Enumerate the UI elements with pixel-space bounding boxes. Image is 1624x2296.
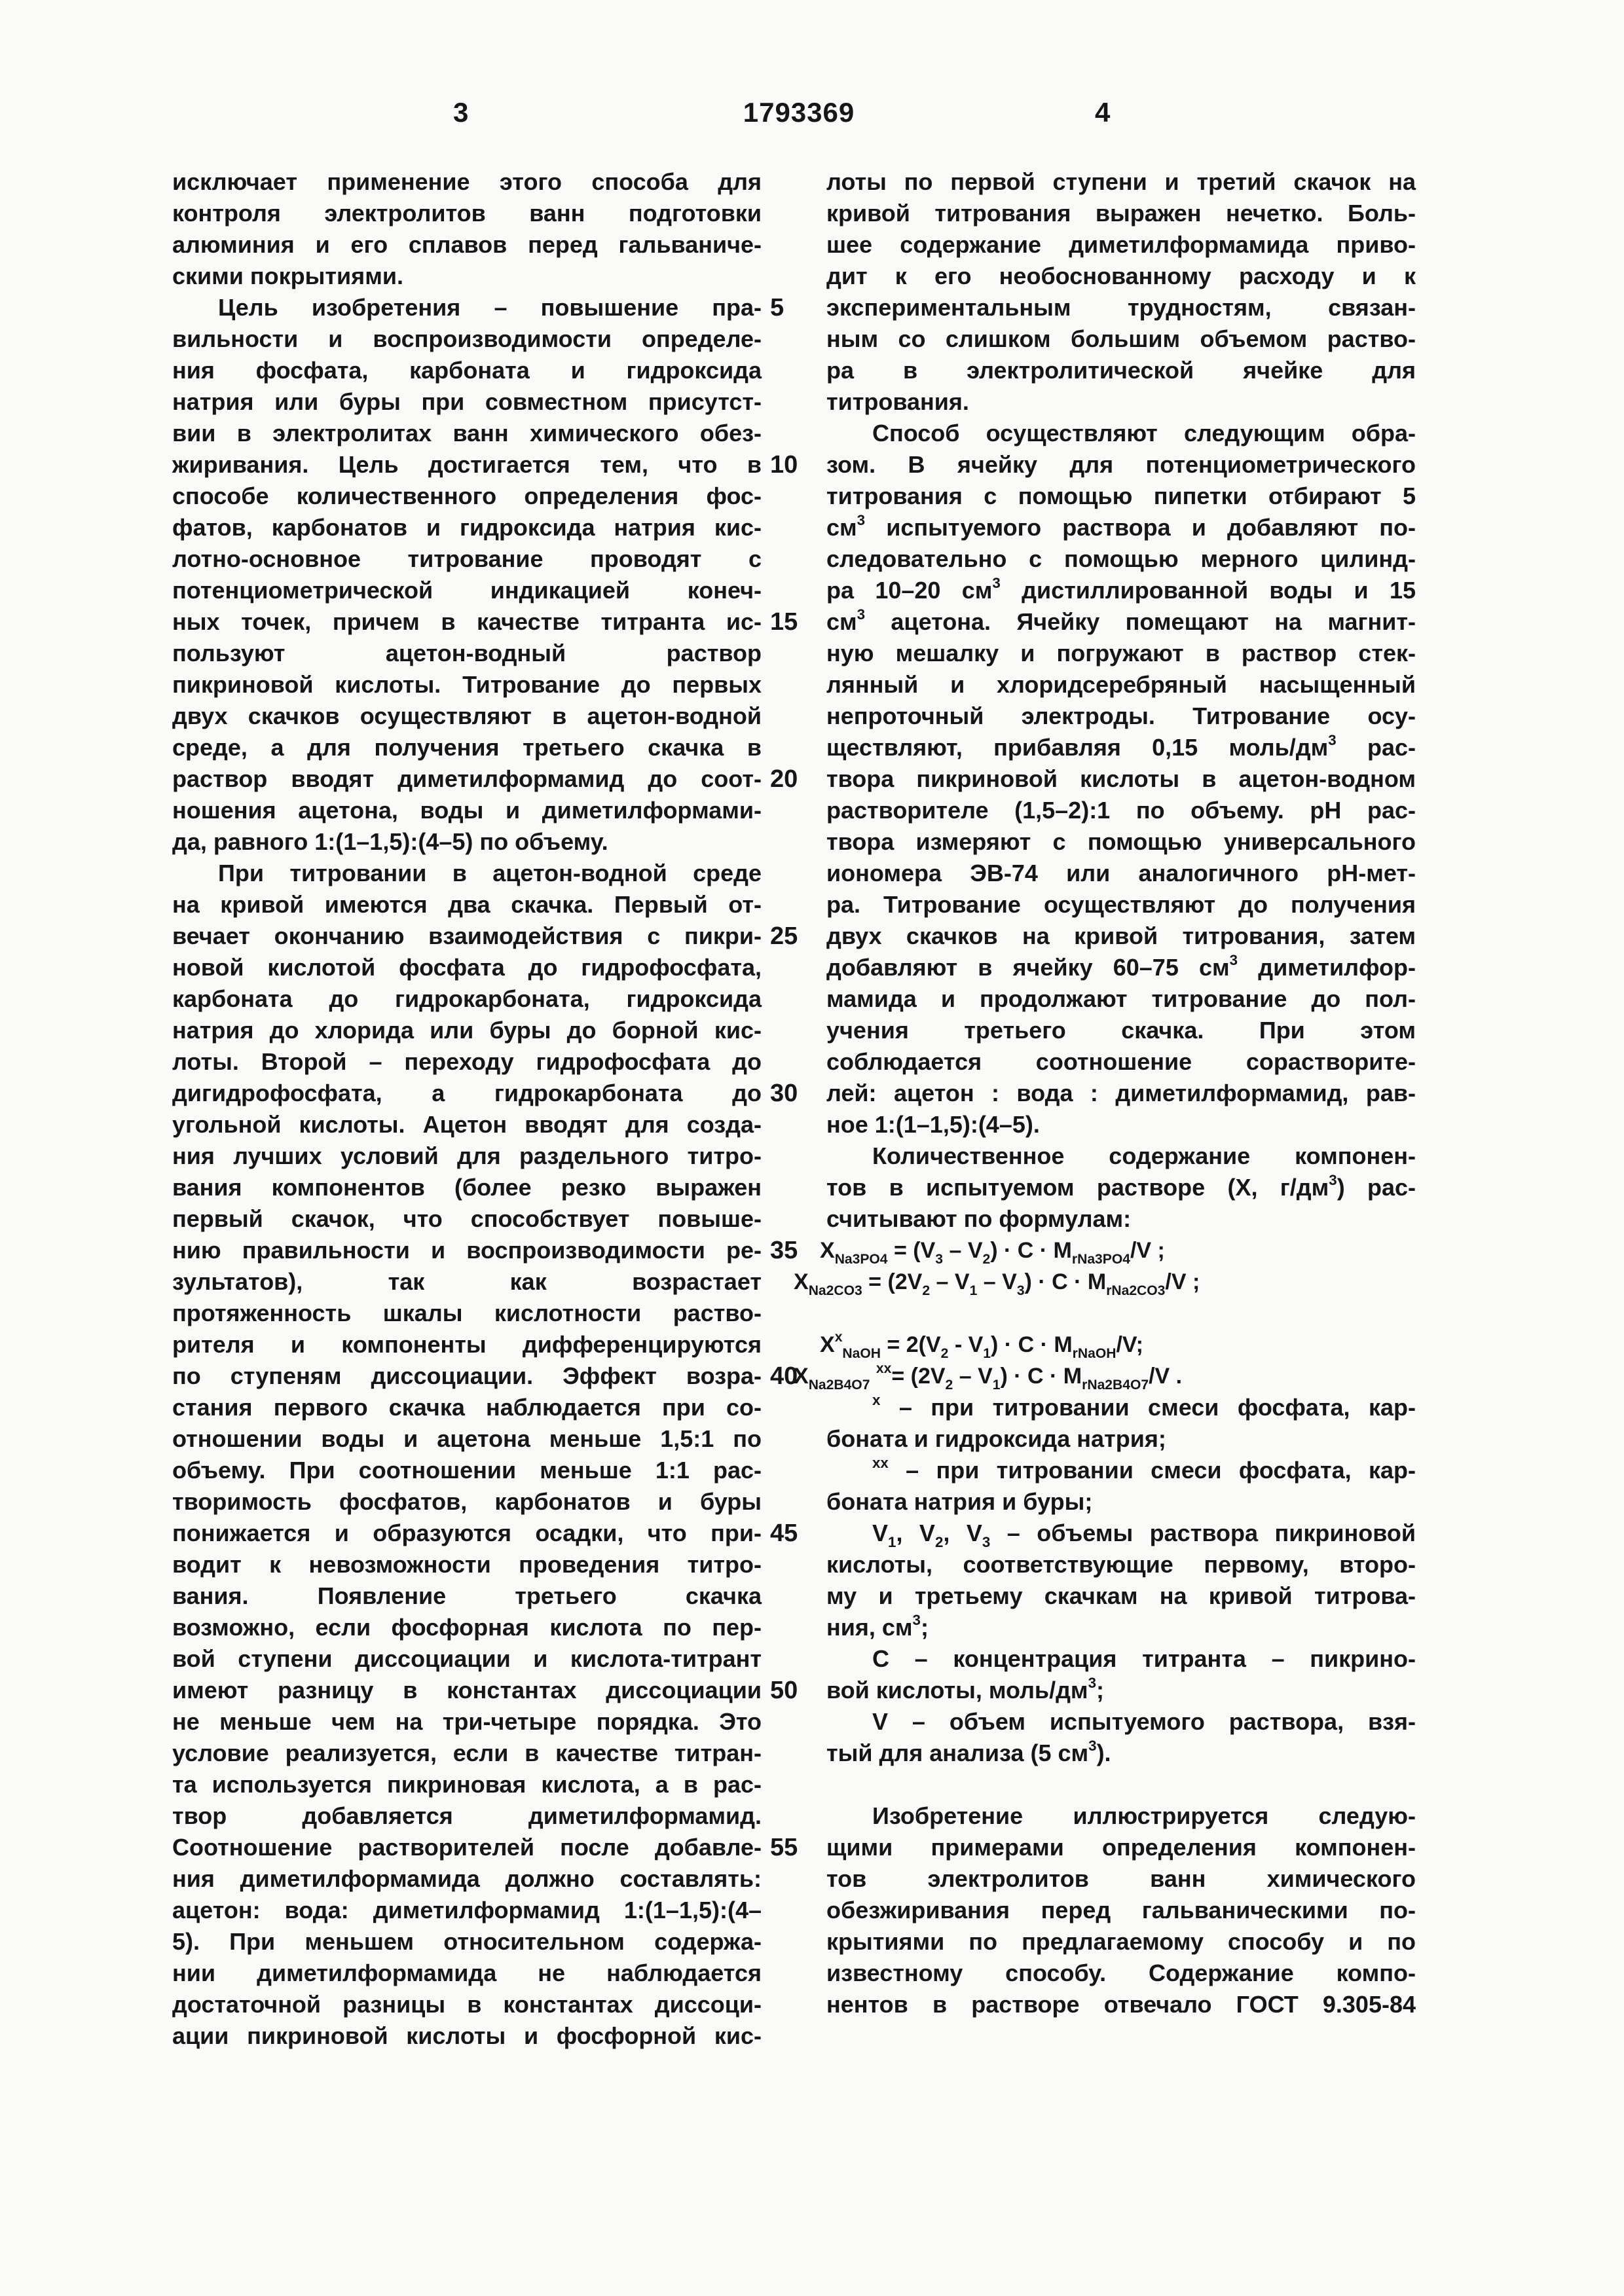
text-line: ра в электролитической ячейке для — [826, 357, 1416, 384]
text-line: рителя и компоненты дифференцируются — [172, 1331, 762, 1358]
text-line: Количественное содержание компонен- — [872, 1142, 1416, 1169]
text-line: вечает окончанию взаимодействия с пикри- — [172, 922, 762, 949]
text-line: экспериментальным трудностям, связан- — [826, 294, 1416, 321]
text-line: вания. Появление третьего скачка — [172, 1582, 762, 1609]
text-line: творимость фосфатов, карбонатов и буры — [172, 1488, 762, 1515]
text-line — [826, 1298, 1416, 1329]
text-line: Способ осуществляют следующим обра- — [872, 420, 1416, 446]
text-line: новой кислотой фосфата до гидрофосфата, — [172, 954, 762, 981]
text-line: да, равного 1:(1–1,5):(4–5) по объему. — [172, 828, 608, 855]
text-line: жиривания. Цель достигается тем, что в — [172, 451, 762, 478]
text-line: следовательно с помощью мерного цилинд- — [826, 545, 1416, 572]
patent-number: 1793369 — [743, 97, 855, 128]
text-line: титрования с помощью пипетки отбирают 5 — [826, 483, 1416, 509]
text-line: титрования. — [826, 388, 969, 415]
text-line: та используется пикриновая кислота, а в рас- — [172, 1771, 762, 1798]
text-line: ных точек, причем в качестве титранта ис- — [172, 608, 762, 635]
text-line: исключает применение этого способа для — [172, 168, 762, 195]
text-line: При титровании в ацетон-водной среде — [218, 860, 762, 886]
text-line: фатов, карбонатов и гидроксида натрия кис- — [172, 514, 762, 541]
text-line: твор добавляется диметилформамид. — [172, 1802, 762, 1829]
text-line: тов в испытуемом растворе (X, $г/дм^3$) рас- — [826, 1172, 1416, 1201]
formula-line: $X_{Na3PO4} = (V_3 - V_2) \cdot C \cdot M_{rNa3PO4}/V$ ; — [820, 1238, 1165, 1267]
text-line: $V_1$, $V_2$, $V_3$ – объемы раствора пикриновой — [872, 1520, 1416, 1550]
text-line: раствор вводят диметилформамид до соот- — [172, 765, 762, 792]
formula-line: $X^x_{NaOH} = 2(V_2 - V_1) \cdot C \cdot M_{rNaOH}/V$; — [820, 1330, 1144, 1361]
text-line: $см^3$ ацетона. Ячейку помещают на магнит- — [826, 606, 1416, 635]
line-number: 15 — [770, 608, 798, 636]
text-line: вания компонентов (более резко выражен — [172, 1174, 762, 1201]
text-line: по ступеням диссоциации. Эффект возра- — [172, 1362, 762, 1389]
text-line: Цель изобретения – повышение пра- — [218, 294, 762, 321]
text-line: твора измеряют с помощью универсального — [826, 828, 1416, 855]
text-line: первый скачок, что способствует повыше- — [172, 1205, 762, 1232]
text-line: ния лучших условий для раздельного титро- — [172, 1142, 762, 1169]
text-line: $см^3$ испытуемого раствора и добавляют по- — [826, 512, 1416, 541]
text-line: не меньше чем на три-четыре порядка. Это — [172, 1708, 762, 1735]
text-line: вильности и воспроизводимости определе- — [172, 325, 762, 352]
text-line: натрия до хлорида или буры до борной кис- — [172, 1017, 762, 1044]
text-line: Изобретение иллюстрируется следую- — [872, 1802, 1416, 1829]
text-line: на кривой имеются два скачка. Первый от- — [172, 891, 762, 918]
text-line: 5). При меньшем относительном содержа- — [172, 1928, 762, 1955]
text-line: соблюдается соотношение сорастворите- — [826, 1048, 1416, 1075]
text-line: му и третьему скачкам на кривой титрова- — [826, 1582, 1416, 1609]
text-line: боната и гидроксида натрия; — [826, 1425, 1166, 1452]
text-line: ра. Титрование осуществляют до получения — [826, 891, 1416, 918]
text-line: достаточной разницы в константах диссоци- — [172, 1991, 762, 2018]
text-line: $^x$ – при титровании смеси фосфата, кар- — [872, 1392, 1416, 1421]
text-line: шее содержание диметилформамида приво- — [826, 231, 1416, 258]
text-line: мамида и продолжают титрование до пол- — [826, 985, 1416, 1012]
text-line: вой ступени диссоциации и кислота-титрант — [172, 1645, 762, 1672]
text-line: кривой титрования выражен нечетко. Боль- — [826, 200, 1416, 227]
text-line: двух скачков на кривой титрования, затем — [826, 922, 1416, 949]
text-line: ношения ацетона, воды и диметилформами- — [172, 797, 762, 824]
text-line: лотно-основное титрование проводят с — [172, 545, 762, 572]
text-line: ное 1:(1–1,5):(4–5). — [826, 1111, 1040, 1138]
text-line: $^{xx}$ – при титровании смеси фосфата, кар- — [872, 1455, 1416, 1484]
text-line: натрия или буры при совместном присутст- — [172, 388, 762, 415]
line-number: 35 — [770, 1237, 798, 1264]
text-line: ацетон: вода: диметилформамид 1:(1–1,5):(4– — [172, 1897, 762, 1923]
text-line: протяженность шкалы кислотности раство- — [172, 1300, 762, 1326]
text-line: имеют разницу в константах диссоциации — [172, 1677, 762, 1704]
text-line: крытиями по предлагаемому способу и по — [826, 1928, 1416, 1955]
line-number: 10 — [770, 451, 798, 479]
line-number: 25 — [770, 922, 798, 950]
text-line: способе количественного определения фос- — [172, 483, 762, 509]
text-line: водит к невозможности проведения титро- — [172, 1551, 762, 1578]
text-line: лей: ацетон : вода : диметилформамид, рав- — [826, 1080, 1416, 1106]
page-number-right: 4 — [1095, 97, 1111, 128]
page-number-left: 3 — [453, 97, 470, 128]
text-line: растворителе (1,5–2):1 по объему. рН рас- — [826, 797, 1416, 824]
text-line: среде, а для получения третьего скачка в — [172, 734, 762, 761]
text-line: известному способу. Содержание компо- — [826, 1959, 1416, 1986]
text-line: щими примерами определения компонен- — [826, 1834, 1416, 1861]
text-line: угольной кислоты. Ацетон вводят для созда- — [172, 1111, 762, 1138]
text-line: ра 10–20 $см^3$ дистиллированной воды и 15 — [826, 575, 1416, 604]
text-line: стания первого скачка наблюдается при со- — [172, 1394, 762, 1421]
text-line: непроточный электроды. Титрование осу- — [826, 702, 1416, 729]
text-line: возможно, если фосфорная кислота по пер- — [172, 1614, 762, 1641]
text-line: нии диметилформамида не наблюдается — [172, 1959, 762, 1986]
text-line: считывают по формулам: — [826, 1205, 1132, 1232]
text-line: ния фосфата, карбоната и гидроксида — [172, 357, 762, 384]
text-line — [826, 1769, 1416, 1800]
text-line: нию правильности и воспроизводимости ре- — [172, 1237, 762, 1264]
text-line: кислоты, соответствующие первому, второ- — [826, 1551, 1416, 1578]
text-line: V – объем испытуемого раствора, взя- — [872, 1708, 1416, 1735]
text-line: карбоната до гидрокарбоната, гидроксида — [172, 985, 762, 1012]
text-line: вии в электролитах ванн химического обез- — [172, 420, 762, 446]
text-line: объему. При соотношении меньше 1:1 рас- — [172, 1457, 762, 1484]
left-column-text — [172, 166, 762, 2052]
text-line: условие реализуется, если в качестве титран- — [172, 1740, 762, 1766]
text-line: Соотношение растворителей после добавле- — [172, 1834, 762, 1861]
right-column-text — [794, 166, 1416, 2020]
text-line: ную мешалку и погружают в раствор стек- — [826, 640, 1416, 666]
text-line: пользуют ацетон-водный раствор — [172, 640, 762, 666]
text-line: скими покрытиями. — [172, 263, 403, 289]
text-line: ществляют, прибавляя 0,15 моль/$дм^3$ рас- — [826, 732, 1416, 761]
text-line: лоты по первой ступени и третий скачок на — [826, 168, 1416, 195]
line-number: 30 — [770, 1080, 798, 1107]
text-line: ния, $см^3$; — [826, 1612, 929, 1641]
text-line: дит к его необоснованному расходу и к — [826, 263, 1416, 289]
text-line: потенциометрической индикацией конеч- — [172, 577, 762, 604]
text-line: ния диметилформамида должно составлять: — [172, 1865, 762, 1892]
line-number: 40 — [770, 1362, 798, 1390]
text-line: добавляют в ячейку 60–75 $см^3$ диметилфор- — [826, 952, 1416, 981]
text-line: тов электролитов ванн химического — [826, 1865, 1416, 1892]
line-number: 55 — [770, 1834, 798, 1861]
text-line: вой кислоты, моль/$дм^3$; — [826, 1675, 1104, 1704]
text-line: тый для анализа (5 $см^3$). — [826, 1738, 1111, 1766]
text-line: пикриновой кислоты. Титрование до первых — [172, 671, 762, 698]
text-line: нентов в растворе отвечало ГОСТ 9.305-84 — [826, 1991, 1416, 2018]
line-number: 45 — [770, 1520, 798, 1547]
text-line: обезжиривания перед гальваническими по- — [826, 1897, 1416, 1923]
text-line: двух скачков осуществляют в ацетон-водной — [172, 702, 762, 729]
text-line: лоты. Второй – переходу гидрофосфата до — [172, 1048, 762, 1075]
text-line: учения третьего скачка. При этом — [826, 1017, 1416, 1044]
formula-line: $X_{Na2CO3} = (2V_2 - V_1 - V_3) \cdot C \cdot M_{rNa2CO3}/V$ ; — [794, 1269, 1200, 1298]
line-number: 5 — [770, 294, 784, 321]
text-line: ации пикриновой кислоты и фосфорной кис- — [172, 2022, 762, 2049]
text-line: боната натрия и буры; — [826, 1488, 1093, 1515]
line-number: 20 — [770, 765, 798, 793]
line-number: 50 — [770, 1677, 798, 1704]
text-line: понижается и образуются осадки, что при- — [172, 1520, 762, 1546]
text-line: дигидрофосфата, а гидрокарбоната до — [172, 1080, 762, 1106]
text-line: отношении воды и ацетона меньше 1,5:1 по — [172, 1425, 762, 1452]
text-line: твора пикриновой кислоты в ацетон-водном — [826, 765, 1416, 792]
text-line: ным со слишком большим объемом раство- — [826, 325, 1416, 352]
text-line: алюминия и его сплавов перед гальваниче- — [172, 231, 762, 258]
text-line: иономера ЭВ-74 или аналогичного рН-мет- — [826, 860, 1416, 886]
text-line: контроля электролитов ванн подготовки — [172, 200, 762, 227]
text-line: С – концентрация титранта – пикрино- — [872, 1645, 1416, 1672]
text-line: лянный и хлоридсеребряный насыщенный — [826, 671, 1416, 698]
text-line: зом. В ячейку для потенциометрического — [826, 451, 1416, 478]
text-line: зультатов), так как возрастает — [172, 1268, 762, 1295]
formula-line: $X_{Na2B4O7}$ $^{xx}= (2V_2 - V_1) \cdot C \cdot M_{rNa2B4O7}/V$ . — [794, 1361, 1183, 1393]
